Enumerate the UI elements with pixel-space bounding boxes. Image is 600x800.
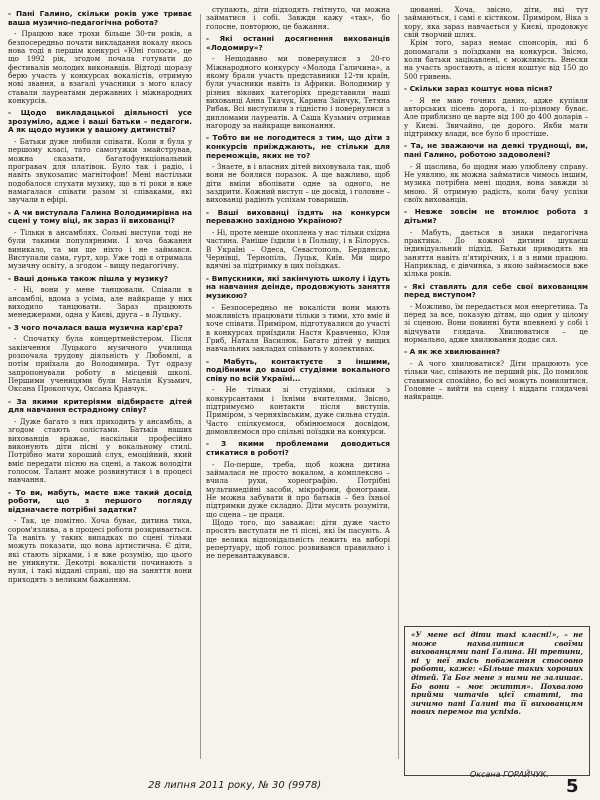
interview-answer: - Ні, вони у мене танцювали. Співали в ансамблі, вдома з усіма, але найкраще у них виходило танцювати. Зараз працюють менеджерами, одна у Києві, друга – в Луцьку. <box>8 285 192 320</box>
interview-answer: - Спочатку була концертмейстером. Після закінчення Луцького музичного училища розпочала трудову діяльність у Любомлі, а потім приїхала до Володимира. Тут одразу запропонували роботу в місцевій школі. Першими ученицями були Наталія Кузьмич, Оксана Прокопчук, Оксана Кравчук. <box>8 334 192 394</box>
page-footer <box>0 770 600 800</box>
interview-answer: - Працюю вже трохи більше 30-ти років, а безпосередньо почати викладання вокалу якось нова тоді в першім конкурсі «Юні голоси», це що 1992 рік, згодом почала готувати до фестивалів молодих виконавців. Відтоді щоразу берю участь у конкурсах вокалістів, отримую нові звання, а взагалі учасники з мого класу ставали лауреатами державних і міжнародних конкурсів. <box>8 29 192 105</box>
interview-question: - А чи виступала Галина Володимирівна на сцені у тому віці, як зараз її вихованці? <box>8 207 192 226</box>
interview-question: - Які останні досягнення вихованців «Лодомиру»? <box>206 34 390 52</box>
interview-question: - Скільки зараз коштує нова пісня? <box>404 84 553 94</box>
interview-question: - Ваші донька також пішла у музику? <box>8 273 169 283</box>
interview-question: - То ви, мабуть, маєте вже такий досвід роботи, що з першого погляду відзначаєте потрібні задатки? <box>8 487 192 514</box>
issue-date: 28 липня 2011 року, № 30 (9978) <box>148 780 322 791</box>
interview-question: - Які ставлять для себе свої вихованцям перед виступом? <box>404 281 588 300</box>
interview-answer: - А чого хвилюватися? Діти працюють усе тільки час, співають не перший рік. До помилок ставимося спокійно, бо всі можуть помилитися. Головне – вийти на сцену і віддати глядачеві найкраще. <box>404 359 588 402</box>
interview-answer: - Ні, проте менше охоплена у нас тільки східна частина. Раніше їздили і в Польщу, і в Білорусь. В Україні – Одеса, Севастополь, Бердянськ, Чернівці, Тернопіль, Луцьк, Київ. Ми щиро вдячні за підтримку в цих поїздках. <box>206 228 390 271</box>
interview-answer: Крім того, зараз немає спонсорів, які б допомагали з поїздками на конкурси. Звісно, коли батьки зацікавлені, є можливість. Внески на участь зростають, а пісня коштує від 150 до 500 гривень. <box>404 38 588 81</box>
page-number: 5 <box>566 776 579 797</box>
interview-answer: - Батьки дуже любили співати. Коли я була у першому класі, тато самотужки змайстрував, можна сказати, багатофункціональний програвач для платівок. Було так і радіо, і навіть звукозапис магнітофон! Мені настільки подобалося слухати музику, що в ті роки я вже намагалася співати разом зі співаками, які звучали в ефірі. <box>8 137 192 205</box>
interview-answer: - Не тільки зі студіями, скільки з конкурсантами і їхніми вчителями. Звісно, підтримуємо контакти після виступів. Приміром, з черняхівським, дуже сильна студія. Часто спілкуємося, обмінюємося досвідом, домовляємося про спільні поїздки на конкурси. <box>206 385 390 437</box>
interview-question: - Невже зовсім не втомлює робота з дітьми? <box>404 207 588 225</box>
interview-question: - Та, не зважаючи на деякі труднощі, ви, пані Галино, роботою задоволені? <box>404 141 588 159</box>
interview-question: - Випускники, які закінчують школу і їдуть на навчання деінде, продовжують заняття музикою? <box>206 273 390 300</box>
quote-box <box>404 626 590 776</box>
interview-question: - З якими проблемами доводиться стикатися в роботі? <box>206 439 390 457</box>
interview-answer: - Я щаслива, бо щодня маю улюблену справу. Не уявляю, як можна займатися чимось іншим, музика потрібна мені щодня, вона завжди зі мною. Я отримую радість, коли бачу успіхи своїх вихованців. <box>404 161 588 204</box>
quote-text: «У мене всі діти такі класні!», – не може нахвалитися своїми вихованцями пані Галина. Ні третини, ні у неї якісь побажання стосовно роботи, каже: «Більше таких хороших дітей. Та Бог мене з ними не залишає. Бо вони – моє життя». Похвалою прийми читачів цієї статті, та зичимо пані Галині та її вихованцям нових перемог та успіхів. <box>411 630 583 717</box>
interview-answer: ступають, діти підходять гнітнуто, чи можна займатися і собі. Завжди кажу «так», бо голосне, повторюю, це бажання. <box>206 6 390 31</box>
column-2 <box>206 6 390 776</box>
interview-answer: - По-перше, треба, щоб кожна дитина займалася не просто вокалом, а комплексно – вчила рухи, хореографію. Потрібні мультимедійні засоби, мікрофони, фонограми. Не можна забувати й про батьків – без їхньої підтримки дуже складно. Діти мусять розуміти, що сцена – це праця. <box>206 459 390 519</box>
article-author: Оксана ГОРАЙЧУК. <box>470 770 549 779</box>
column-1 <box>8 6 192 776</box>
interview-question: - Мабуть, контактуєте з іншими, подібними до вашої студіями вокального співу по всій Україні... <box>206 356 390 383</box>
interview-answer: - Дуже багато з них приходить у ансамбль, а згодом стають солістами. Батьків наших вихованців вражає, наскільки професійно виконують діти пісні у вокальному стилі. Потрібно мати хороший слух, емоційний, який вміє передати пісню на сцені, а також володіти голосом. Талант може розвинутися і в процесі навчання. <box>8 416 192 485</box>
interview-answer: - Знаєте, в і власних дітей виховувала так, щоб вони не боялися поразок. А ще важливо, щоб діти вміли вболівати одне за одного, не заздрити. Кожний виступ – це досвід, і головне – вихованці радіють успіхам товаришів. <box>206 162 390 205</box>
interview-question: - Ваші вихованці їздять на конкурси переважно західною Україною? <box>206 207 390 226</box>
interview-answer: - Так, це помітно. Хоча буває, дитина тиха, сором'язлива, а в процесі роботи розкривається. Та навіть у таких випадках по сцені тільки можуть показати, що вона артистична. Є діти, які стають зірками, і я вже розумію, що цього не уникнути. Декотрі вокалісти починають з нуля, і такі віддані справі, що на заняття вони приходять з великим бажанням. <box>8 516 192 584</box>
interview-question: - За якими критеріями відбираєте дітей для навчання естрадному співу? <box>8 396 192 415</box>
interview-question: - З чого почалася ваша музична кар'єра? <box>8 322 183 332</box>
interview-answer: - Можливо, їм передається моя енергетика. Та перед за все, показую дітям, що один у цілому зі сценою. Вони повинні бути впевнені у собі і відчувати глядача. Хвилюватися – це нормально, адже хвилювання додає сил. <box>404 301 588 345</box>
interview-question: - Щодо викладацької діяльності усе зрозуміло, адже і ваші батьки – педагоги. А як щодо музики у вашому дитинстві? <box>8 108 192 135</box>
interview-answer: - Мабуть, дається в знаки педагогічна практика. До кожної дитини шукаєш індивідуальний підхід. Батьки приводять на заняття навіть п'ятирічних, і я з ними працюю. Наприклад, є дівчинка, з якою займаємося вже кілька років. <box>404 227 588 279</box>
interview-question: - А як же хвилювання? <box>404 347 501 357</box>
interview-question: - Пані Галино, скільки років уже триває ваша музично-педагогічна робота? <box>8 9 192 27</box>
column-divider <box>398 14 399 759</box>
interview-answer: Щодо того, що заважає: діти дуже часто просять виступати не ті пісні, які їм пасують. А ще велика відповідальність лежить на виборі репертуару, щоб голос розвивався правильно і не перевантажувався. <box>206 518 390 561</box>
interview-answer: - Тільки в ансамблях. Сольні виступи тоді не були такими популярними. І хоча бажання виникало, та ми ще ніхто і не займався. Виступали сама, гурт, хор. Уже тоді я отримала музичну освіту, а згодом – вищу педагогічну. <box>8 228 192 271</box>
interview-answer: - Безпосередньо не вокалісти вони мають можливість працювати тільки з тими, хто вміє й хоче співати. Приміром, підготувалися до участі в конкурсах приїздили Настя Кравченко, Юля Гриб, Наталя Василюк. Багато дітей у вищих навчальних закладах співають у колективах. <box>206 302 390 354</box>
column-divider <box>200 14 201 759</box>
interview-answer: - Я не маю точних даних, адже купівля авторських пісень дорога, і по-різному буває. Але приблизно це варте від 100 до 400 доларів – у Києві. Звичайно, це дорого. Якби мати підтримку влади, все було б простіше. <box>404 95 588 139</box>
interview-answer: - Нещодавно ми повернулися з 20-го Міжнародного конкурсу «Молода Галичина», а якому брали участь представники 12-ти країн, були учасники навіть із Африки. Володимир у різних вікових категоріях представили наші вихованці Анна Ткачук, Карина Заїнчук, Тетяна Рибак. Всі виступили з гідністю і повернулися з дипломами лауреатів. А Саша Кузьмич отримав нагороду за найкраще виконання. <box>206 54 390 130</box>
interview-answer: цюванні. Хоча, звісно, діти, які тут займаються, і самі є кістяком. Приміром, Віка з хору, яка зараз навчається у Києві, продовжує свій творчий шлях. <box>404 6 588 40</box>
newspaper-page <box>8 6 592 776</box>
interview-question: - Тобто ви не погодитеся з тим, що діти з конкурсів приїжджають, не стільки для переможців, яких не то? <box>206 133 390 160</box>
